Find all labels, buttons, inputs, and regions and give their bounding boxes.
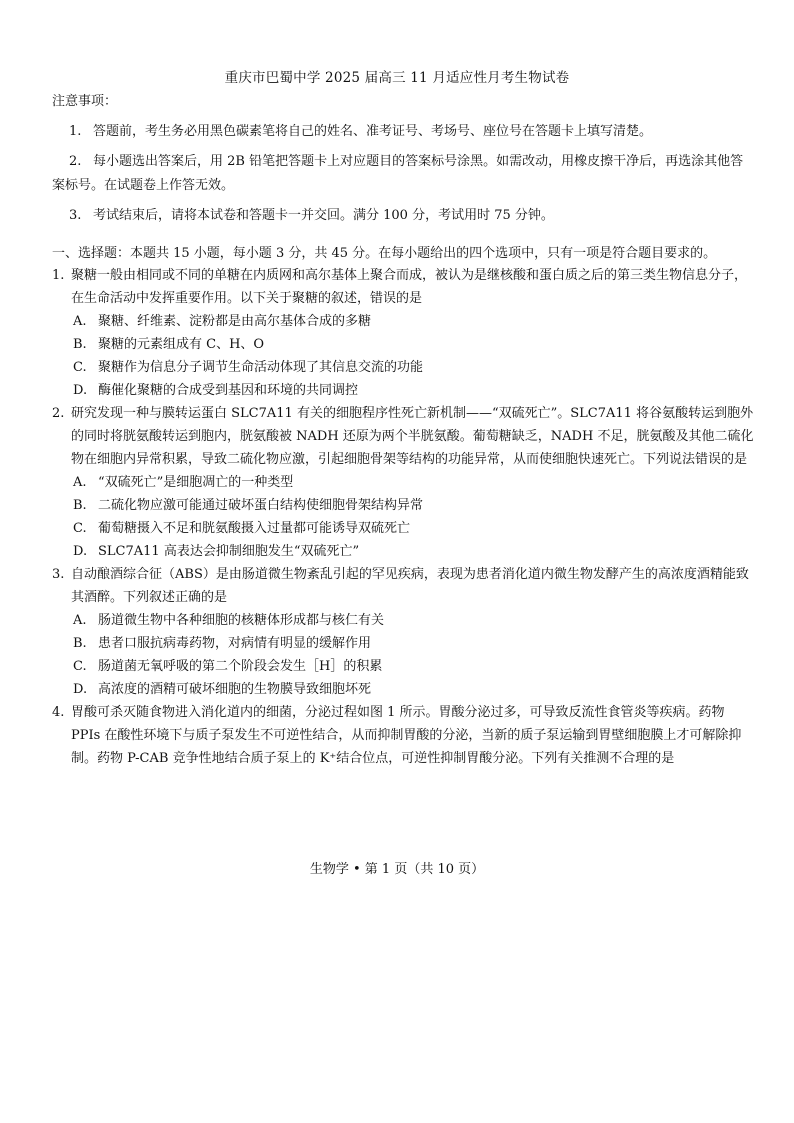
option-text: 肠道微生物中各种细胞的核糖体形成都与核仁有关 (98, 613, 385, 628)
note-item (52, 150, 752, 198)
option-letter: C. (73, 521, 87, 536)
option-letter: C. (73, 360, 87, 375)
note-item (52, 204, 752, 228)
question-stem (52, 402, 756, 471)
option-b (52, 494, 756, 517)
question-number: 1. (52, 268, 65, 283)
option-b (52, 632, 756, 655)
option-d (52, 678, 756, 701)
option-b (52, 333, 756, 356)
question-4 (52, 701, 756, 770)
exam-title: 重庆市巴蜀中学 2025 届高三 11 月适应性月考生物试卷 (224, 70, 570, 86)
option-text: SLC7A11 高表达会抑制细胞发生“双硫死亡” (98, 544, 360, 559)
question-number: 4. (52, 705, 65, 720)
notes-heading: 注意事项： (52, 94, 118, 109)
option-text: 聚糖作为信息分子调节生命活动体现了其信息交流的功能 (98, 360, 424, 375)
question-list (52, 264, 756, 770)
question-stem (52, 264, 756, 310)
option-d (52, 540, 756, 563)
question-text: 胃酸可杀灭随食物进入消化道内的细菌，分泌过程如图 1 所示。胃酸分泌过多，可导致反流性食管炎等疾病。药物 PPIs 在酸性环境下与质子泵发生不可逆性结合，从而抑制胃酸的分泌，当新的质子泵运输到胃壁细胞膜上才可解除抑制。药物 P-CAB 竞争性地结合质子泵上的 K⁺结合位点，可逆性抑制胃酸分泌。下列有关推测不合理的是 (71, 705, 742, 766)
option-text: 二硫化物应激可能通过破坏蛋白结构使细胞骨架结构异常 (98, 498, 424, 513)
question-2 (52, 402, 756, 563)
option-text: 患者口服抗病毒药物，对病情有明显的缓解作用 (98, 636, 372, 651)
question-text: 研究发现一种与膜转运蛋白 SLC7A11 有关的细胞程序性死亡新机制——“双硫死亡”。SLC7A11 将谷氨酸转运到胞外的同时将胱氨酸转运到胞内，胱氨酸被 NADH 还原为两个半胱氨酸。葡萄糖缺乏，NADH 不足，胱氨酸及其他二硫化物在细胞内异常积累，导致二硫化物应激，引起细胞骨架等结构的功能异常，从而使细胞快速死亡。下列说法错误的是 (71, 406, 754, 467)
question-stem (52, 701, 756, 770)
option-text: 酶催化聚糖的合成受到基因和环境的共同调控 (98, 383, 359, 398)
option-c (52, 655, 756, 678)
question-text: 自动酿酒综合征（ABS）是由肠道微生物紊乱引起的罕见疾病，表现为患者消化道内微生物发酵产生的高浓度酒精能致其酒醉。下列叙述正确的是 (71, 567, 749, 605)
option-letter: D. (73, 682, 88, 697)
note-number: 3. (69, 208, 82, 223)
option-text: 肠道菌无氧呼吸的第二个阶段会发生［H］的积累 (98, 659, 383, 674)
note-number: 2. (69, 154, 82, 169)
option-letter: C. (73, 659, 87, 674)
question-number: 2. (52, 406, 65, 421)
option-c (52, 517, 756, 540)
option-letter: A. (73, 475, 87, 490)
question-number: 3. (52, 567, 65, 582)
option-text: 高浓度的酒精可破坏细胞的生物膜导致细胞坏死 (98, 682, 372, 697)
note-text: 考试结束后，请将本试卷和答题卡一并交回。满分 100 分，考试用时 75 分钟。 (93, 208, 554, 223)
note-number: 1. (69, 124, 82, 139)
option-text: 聚糖、纤维素、淀粉都是由高尔基体合成的多糖 (98, 314, 372, 329)
question-1 (52, 264, 756, 402)
option-letter: A. (73, 314, 87, 329)
option-letter: B. (73, 636, 87, 651)
page-footer: 生物学 • 第 1 页（共 10 页） (309, 862, 485, 877)
option-text: 葡萄糖摄入不足和胱氨酸摄入过量都可能诱导双硫死亡 (98, 521, 411, 536)
question-3 (52, 563, 756, 701)
option-a (52, 609, 756, 632)
option-d (52, 379, 756, 402)
option-letter: D. (73, 383, 88, 398)
option-text: 聚糖的元素组成有 C、H、O (98, 337, 265, 352)
note-text: 答题前，考生务必用黑色碳素笔将自己的姓名、准考证号、考场号、座位号在答题卡上填写清楚。 (93, 124, 653, 139)
option-a (52, 471, 756, 494)
option-a (52, 310, 756, 333)
option-letter: A. (73, 613, 87, 628)
note-text: 每小题选出答案后，用 2B 铅笔把答题卡上对应题目的答案标号涂黑。如需改动，用橡皮擦干净后，再选涂其他答案标号。在试题卷上作答无效。 (52, 154, 744, 193)
note-item (52, 120, 752, 144)
option-text: “双硫死亡”是细胞凋亡的一种类型 (98, 475, 294, 490)
option-letter: B. (73, 498, 87, 513)
option-c (52, 356, 756, 379)
notes-list (52, 120, 752, 234)
option-letter: D. (73, 544, 88, 559)
section-heading: 一、选择题：本题共 15 小题，每小题 3 分，共 45 分。在每小题给出的四个选项中，只有一项是符合题目要求的。 (52, 246, 717, 261)
question-text: 聚糖一般由相同或不同的单糖在内质网和高尔基体上聚合而成，被认为是继核酸和蛋白质之后的第三类生物信息分子，在生命活动中发挥重要作用。以下关于聚糖的叙述，错误的是 (71, 268, 748, 306)
question-stem (52, 563, 756, 609)
option-letter: B. (73, 337, 87, 352)
